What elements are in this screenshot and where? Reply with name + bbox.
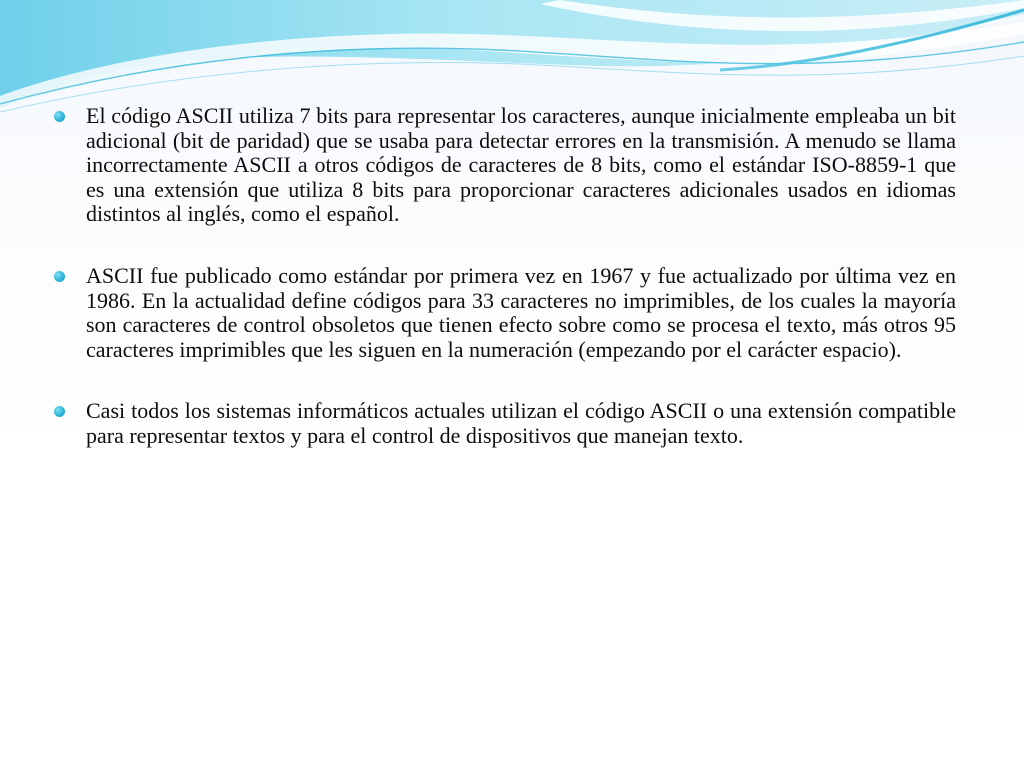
bullet-item bbox=[54, 104, 956, 227]
bullet-text: El código ASCII utiliza 7 bits para representar los caracteres, aunque inicialmente empleaba un bit adicional (bit de paridad) que se usaba para detectar errores en la transmisión. A menudo se llama incorrectamente ASCII a otros códigos de caracteres de 8 bits, como el estándar ISO-8859-1 que es una extensión que utiliza 8 bits para proporcionar caracteres adicionales usados en idiomas distintos al inglés, como el español. bbox=[86, 103, 956, 227]
bullet-text: ASCII fue publicado como estándar por primera vez en 1967 y fue actualizado por última vez en 1986. En la actualidad define códigos para 33 caracteres no imprimibles, de los cuales la mayoría son caracteres de control obsoletos que tienen efecto sobre como se procesa el texto, más otros 95 caracteres imprimibles que les siguen en la numeración (empezando por el carácter espacio). bbox=[86, 262, 956, 362]
slide-content bbox=[54, 104, 956, 486]
bullet-text: Casi todos los sistemas informáticos actuales utilizan el código ASCII o una extensión compatible para representar textos y para el control de dispositivos que manejan texto. bbox=[86, 398, 956, 448]
bullet-list bbox=[54, 104, 956, 449]
circle-bullet-icon bbox=[54, 111, 65, 122]
bullet-item bbox=[54, 264, 956, 362]
circle-bullet-icon bbox=[54, 406, 65, 417]
bullet-item bbox=[54, 399, 956, 448]
circle-bullet-icon bbox=[54, 271, 65, 282]
